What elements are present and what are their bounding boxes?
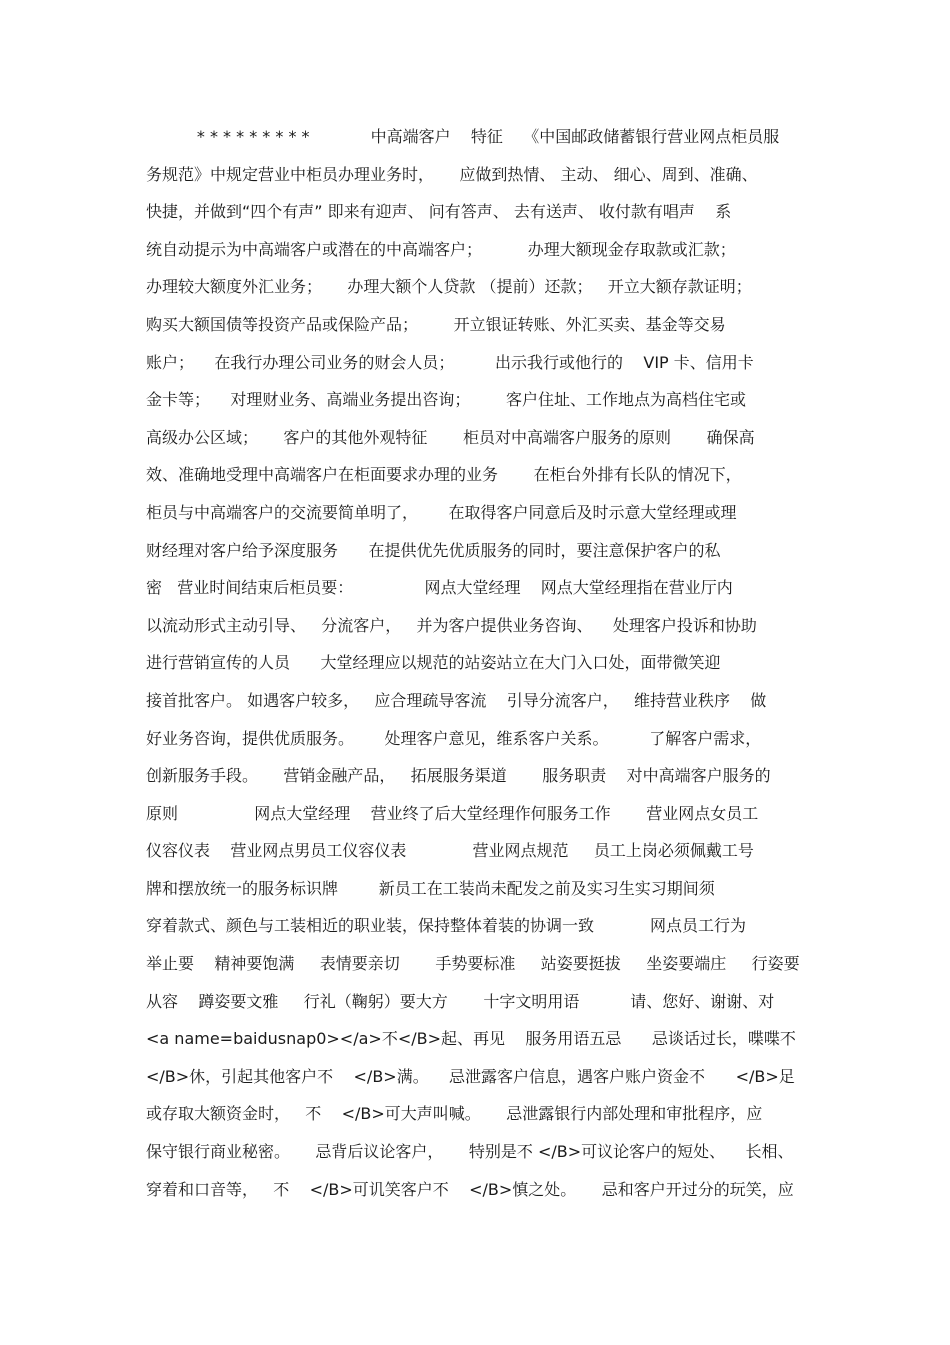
text-line: 好业务咨询，提供优质服务。 处理客户意见，维系客户关系。 了解客户需求， [146,728,762,748]
text-line: 从容 蹲姿要文雅 行礼（鞠躬）要大方 十字文明用语 请、您好、谢谢、对 [146,991,775,1011]
text-line: </B>休，引起其他客户不 </B>满。 忌泄露客户信息，遇客户账户资金不 </B>足 [146,1066,795,1086]
text-line: 以流动形式主动引导、 分流客户， 并为客户提供业务咨询、 处理客户投诉和协助 [146,615,757,635]
text-line: 高级办公区域； 客户的其他外观特征 柜员对中高端客户服务的原则 确保高 [146,427,755,447]
text-line: 牌和摆放统一的服务标识牌 新员工在工装尚未配发之前及实习生实习期间须 [146,878,715,898]
text-line: 统自动提示为中高端客户或潜在的中高端客户； 办理大额现金存取款或汇款； [146,239,736,259]
document-body [146,118,816,1208]
text-line: * * * * * * * * * 中高端客户 特征 《中国邮政储蓄银行营业网点柜员服 [146,127,780,146]
text-line: 快捷，并做到“四个有声” 即来有迎声、 问有答声、 去有送声、 收付款有唱声 系 [146,202,732,222]
text-line: 金卡等； 对理财业务、高端业务提出咨询； 客户住址、工作地点为高档住宅或 [146,390,746,410]
text-line: 柜员与中高端客户的交流要简单明了， 在取得客户同意后及时示意大堂经理或理 [146,502,737,522]
text-line: 账户； 在我行办理公司业务的财会人员； 出示我行或他行的 VIP 卡、信用卡 [146,352,754,372]
text-line: 办理较大额度外汇业务； 办理大额个人贷款 （提前）还款； 开立大额存款证明； [146,277,752,297]
text-line: 务规范》中规定营业中柜员办理业务时， 应做到热情、 主动、 细心、周到、准确、 [146,164,758,184]
text-line: 效、准确地受理中高端客户在柜面要求办理的业务 在柜台外排有长队的情况下， [146,465,742,485]
text-line: 密 营业时间结束后柜员要： 网点大堂经理 网点大堂经理指在营业厅内 [146,578,733,598]
text-line: 仪容仪表 营业网点男员工仪容仪表 营业网点规范 员工上岗必须佩戴工号 [146,841,754,861]
text-line: 穿着款式、颜色与工装相近的职业装，保持整体着装的协调一致 网点员工行为 [146,916,746,936]
text-line: 原则 网点大堂经理 营业终了后大堂经理作何服务工作 营业网点女员工 [146,803,759,823]
text-line: 接首批客户。 如遇客户较多， 应合理疏导客流 引导分流客户， 维持营业秩序 做 [146,690,767,710]
text-line: 举止要 精神要饱满 表情要亲切 手势要标准 站姿要挺拔 坐姿要端庄 行姿要 [146,954,800,974]
text-line: 进行营销宣传的人员 大堂经理应以规范的站姿站立在大门入口处，面带微笑迎 [146,653,721,673]
text-line: 购买大额国债等投资产品或保险产品； 开立银证转账、外汇买卖、基金等交易 [146,314,726,334]
text-line: 保守银行商业秘密。 忌背后议论客户， 特别是不 </B>可议论客户的短处、 长相、 [146,1142,794,1162]
text-line: 或存取大额资金时， 不 </B>可大声叫喊。 忌泄露银行内部处理和审批程序，应 [146,1104,763,1124]
text-line: <a name=baidusnap0></a>不</B>起、再见 服务用语五忌 忌谈话过长，喋喋不 [146,1029,796,1049]
text-line: 穿着和口音等， 不 </B>可讥笑客户不 </B>慎之处。 忌和客户开过分的玩笑，应 [146,1179,794,1199]
text-line: 财经理对客户给予深度服务 在提供优先优质服务的同时，要注意保护客户的私 [146,540,721,560]
text-line: 创新服务手段。 营销金融产品， 拓展服务渠道 服务职责 对中高端客户服务的 [146,766,771,786]
